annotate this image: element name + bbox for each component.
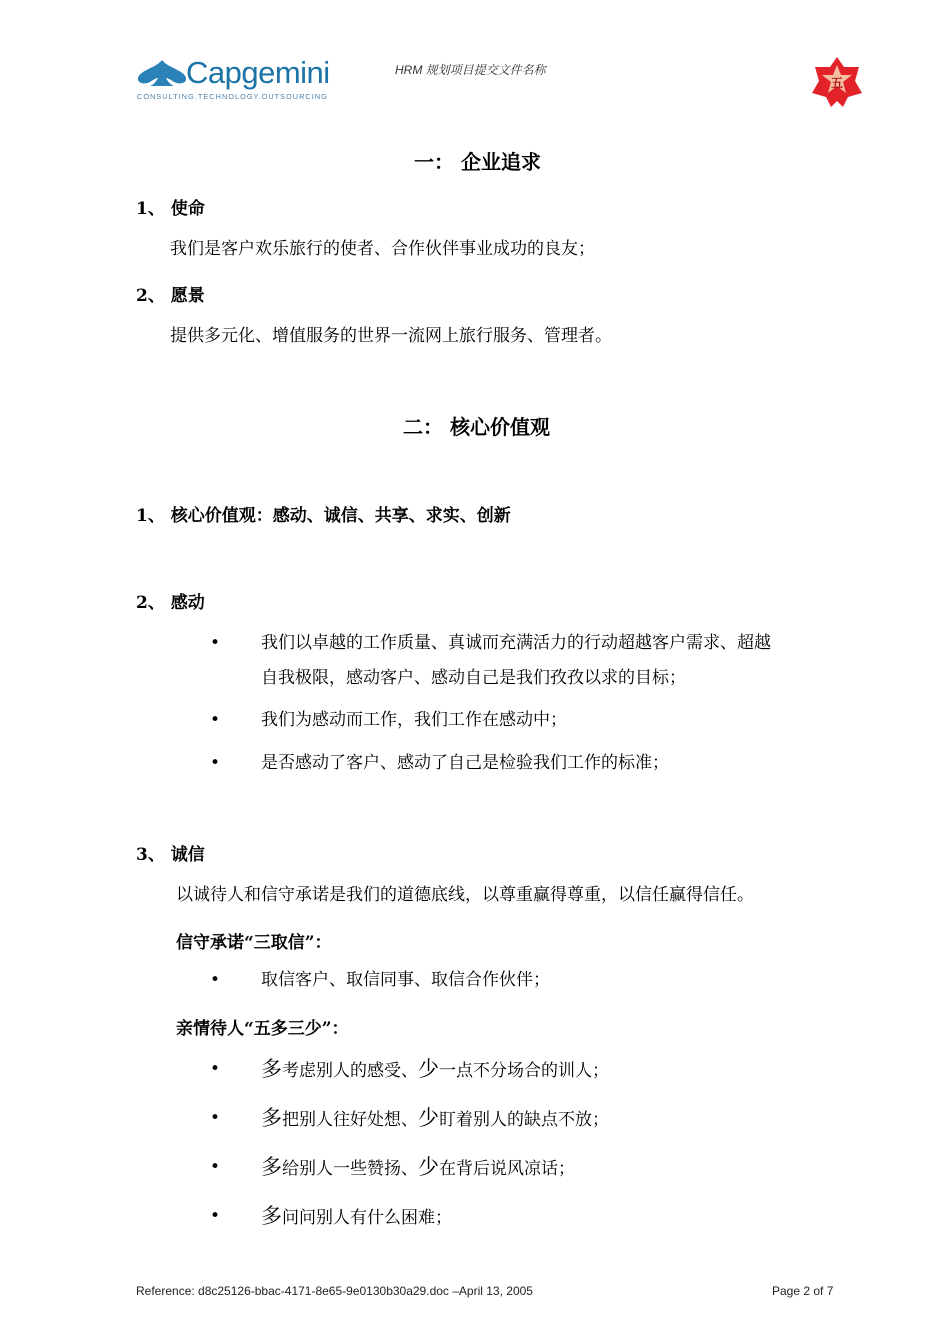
spade-icon	[136, 58, 188, 88]
bullet-text: 一点不分场合的训人；	[439, 1061, 609, 1081]
bullet-text: 考虑别人的感受、	[282, 1061, 418, 1081]
list-item	[210, 746, 669, 781]
bullet-line: 是否感动了客户、感动了自己是检验我们工作的标准；	[261, 753, 669, 773]
sanquxin-title: 信守承诺“三取信”：	[176, 933, 332, 953]
bullet-line: 取信客户、取信同事、取信合作伙伴；	[261, 970, 550, 990]
document-title: HRM 规划项目提交文件名称	[395, 63, 546, 77]
star-logo-text: 五	[830, 76, 844, 90]
list-item	[210, 703, 567, 738]
duo-word: 多	[261, 1057, 282, 1081]
bullet-dot: •	[210, 1108, 221, 1128]
gandong-heading: 2、 感动	[136, 593, 205, 613]
footer-reference: Reference: d8c25126-bbac-4171-8e65-9e0130b30a29.doc –April 13, 2005	[136, 1284, 533, 1298]
footer-page-number: Page 2 of 7	[772, 1284, 834, 1298]
duo-word: 多	[261, 1106, 282, 1130]
mission-text: 我们是客户欢乐旅行的使者、合作伙伴事业成功的良友；	[170, 239, 595, 259]
section1-title: 一： 企业追求	[414, 150, 541, 174]
bullet-text: 在背后说风凉话；	[439, 1159, 575, 1179]
bullet-line: 我们为感动而工作，我们工作在感动中；	[261, 710, 567, 730]
vision-text: 提供多元化、增值服务的世界一流网上旅行服务、管理者。	[170, 326, 612, 346]
bullet-line: 自我极限，感动客户、感动自己是我们孜孜以求的目标；	[261, 668, 686, 688]
duo-word: 多	[261, 1155, 282, 1179]
list-item	[210, 963, 550, 998]
list-item	[210, 1101, 609, 1138]
wuduo-title: 亲情待人“五多三少”：	[176, 1019, 349, 1039]
chengxin-text: 以诚待人和信守承诺是我们的道德底线，以尊重赢得尊重，以信任赢得信任。	[176, 885, 754, 905]
duo-word: 多	[261, 1204, 282, 1228]
bullet-dot: •	[210, 753, 221, 773]
shao-word: 少	[418, 1057, 439, 1081]
bullet-line	[261, 1150, 575, 1187]
list-item	[210, 1199, 452, 1236]
capgemini-logo	[136, 55, 336, 105]
bullet-line: 我们以卓越的工作质量、真诚而充满活力的行动超越客户需求、超越	[261, 633, 771, 653]
bullet-dot: •	[210, 1157, 221, 1177]
bullet-text: 给别人一些赞扬、	[282, 1159, 418, 1179]
logo-tagline: CONSULTING.TECHNOLOGY.OUTSOURCING	[137, 92, 328, 101]
mission-heading: 1、 使命	[136, 199, 205, 219]
bullet-text: 盯着别人的缺点不放；	[439, 1110, 609, 1130]
logo-text: Capgemini	[186, 55, 330, 90]
bullet-dot: •	[210, 710, 221, 730]
bullet-dot: •	[210, 633, 221, 653]
bullet-line	[261, 1101, 609, 1138]
bullet-dot: •	[210, 970, 221, 990]
bullet-dot: •	[210, 1059, 221, 1079]
star-badge-icon	[810, 55, 864, 109]
list-item	[210, 1052, 609, 1089]
section2-title: 二： 核心价值观	[403, 415, 550, 439]
star-logo	[810, 55, 864, 113]
shao-word: 少	[418, 1155, 439, 1179]
bullet-text: 把别人往好处想、	[282, 1110, 418, 1130]
vision-heading: 2、 愿景	[136, 286, 205, 306]
bullet-line	[261, 1199, 452, 1236]
bullet-dot: •	[210, 1206, 221, 1226]
list-item	[210, 1150, 575, 1187]
core-values-heading: 1、 核心价值观：感动、诚信、共享、求实、创新	[136, 506, 511, 526]
bullet-line	[261, 1052, 609, 1089]
bullet-text: 问问别人有什么困难；	[282, 1208, 452, 1228]
list-item	[210, 626, 850, 696]
shao-word: 少	[418, 1106, 439, 1130]
chengxin-heading: 3、 诚信	[136, 845, 205, 865]
